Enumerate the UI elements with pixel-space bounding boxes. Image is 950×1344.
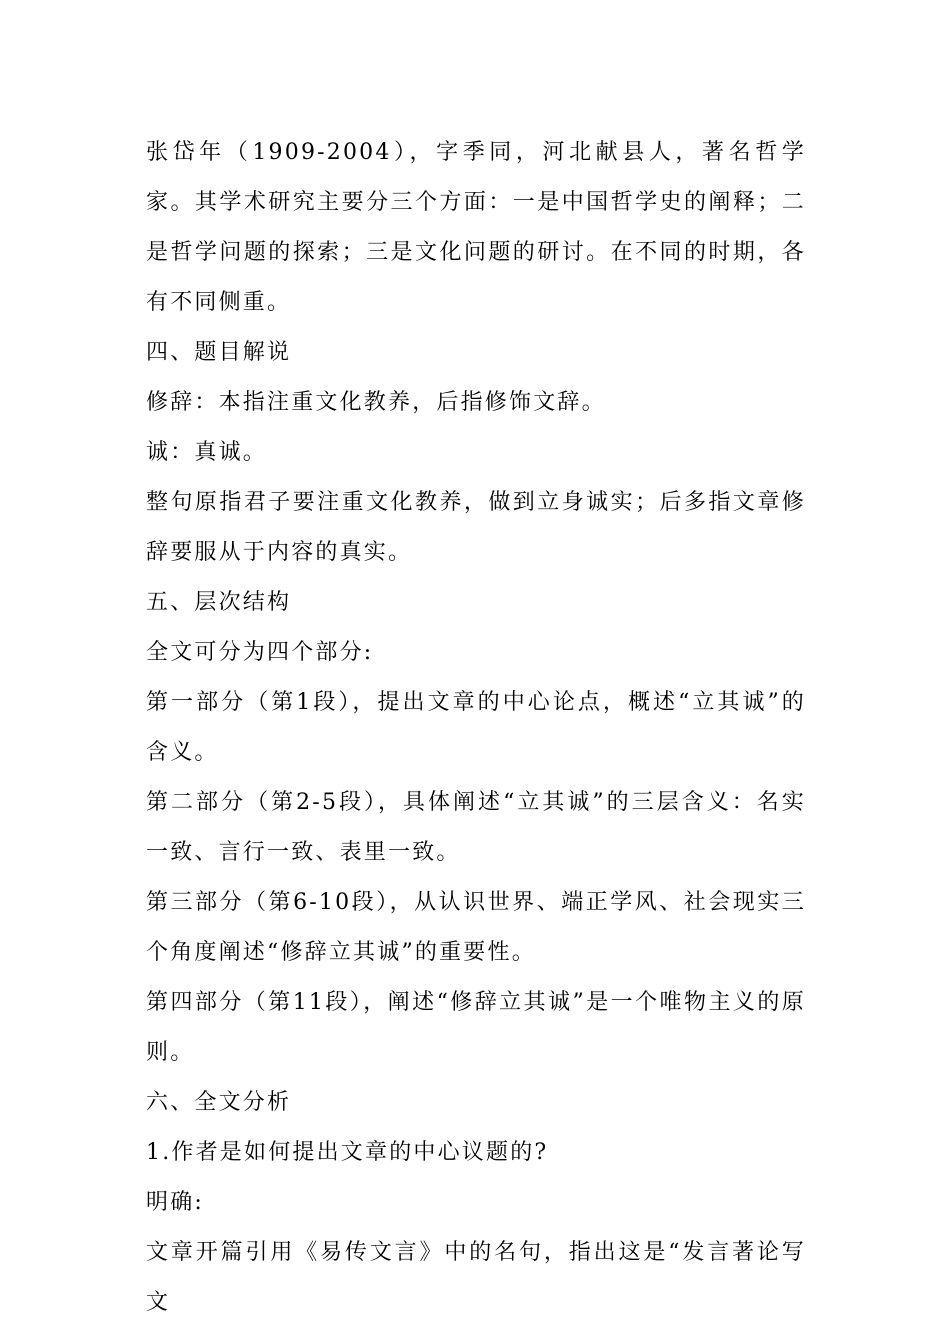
intro-paragraph: 张岱年（1909-2004），字季同，河北献县人，著名哲学家。其学术研究主要分三个方面：一是中国哲学史的阐释；二是哲学问题的探索；三是文化问题的研讨。在不同的时期，各有不同侧重。 [146,140,806,315]
definition-xiuci: 修辞：本指注重文化教养，后指修饰文辞。 [146,390,606,415]
structure-part-2: 第二部分（第2-5段），具体阐述“立其诚”的三层含义：名实一致、言行一致、表里一致。 [146,790,806,865]
sentence-meaning-paragraph: 整句原指君子要注重文化教养，做到立身诚实；后多指文章修辞要服从于内容的真实。 [146,490,806,565]
document-page [146,128,806,1328]
section-heading-structure: 五、层次结构 [146,590,292,615]
structure-part-1: 第一部分（第1段），提出文章的中心论点，概述“立其诚”的含义。 [146,690,806,765]
structure-part-3: 第三部分（第6-10段），从认识世界、端正学风、社会现实三个角度阐述“修辞立其诚”的重要性。 [146,890,806,965]
structure-intro: 全文可分为四个部分: [146,640,374,665]
analysis-question-1: 1.作者是如何提出文章的中心议题的? [146,1140,549,1165]
definition-cheng: 诚：真诚。 [146,440,268,465]
section-heading-analysis: 六、全文分析 [146,1090,292,1115]
structure-part-4: 第四部分（第11段），阐述“修辞立其诚”是一个唯物主义的原则。 [146,990,806,1065]
answer-label: 明确: [146,1190,205,1215]
answer-paragraph: 文章开篇引用《易传文言》中的名句，指出这是“发言著论写文 [146,1240,806,1315]
section-heading-title-explanation: 四、题目解说 [146,340,292,365]
